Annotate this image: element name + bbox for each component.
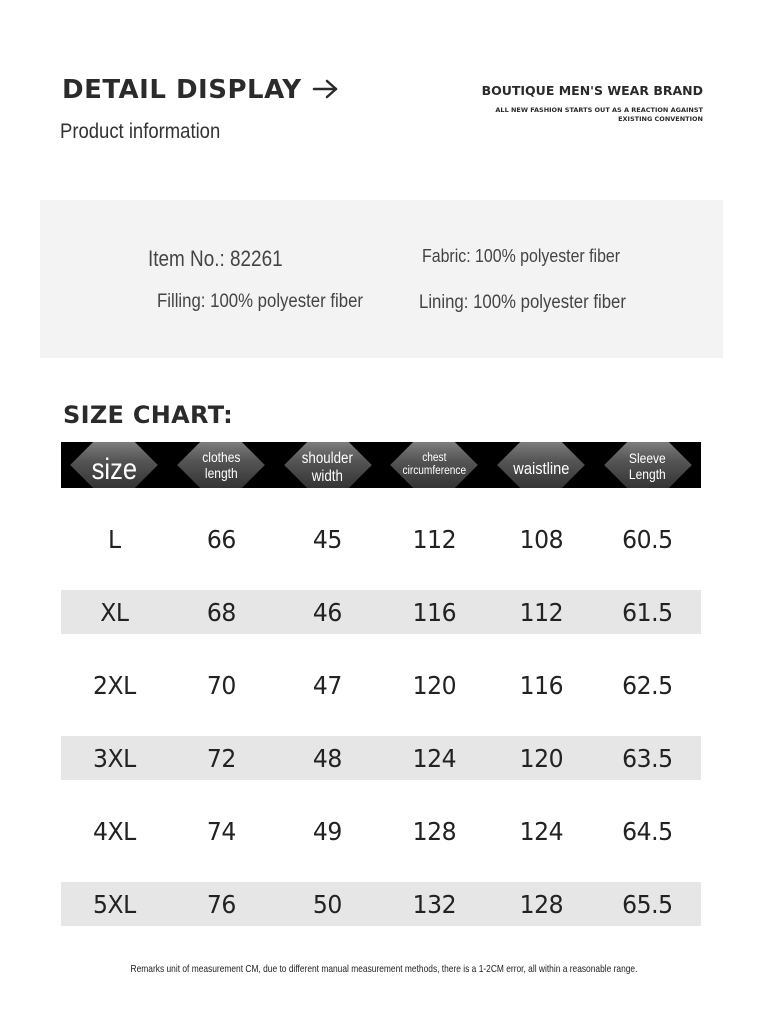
table-cell: 45: [313, 524, 343, 554]
size-chart-title: SIZE CHART:: [63, 401, 233, 429]
table-cell: 120: [412, 670, 457, 700]
table-cell-size: 4XL: [92, 816, 136, 846]
table-cell-size: L: [108, 524, 121, 554]
header-cell-size: [61, 442, 168, 488]
table-cell-size: XL: [100, 597, 129, 627]
table-cell: 108: [519, 524, 563, 554]
page-title: DETAIL DISPLAY: [62, 75, 302, 105]
table-cell: 72: [206, 743, 236, 773]
arrow-right-icon: [312, 78, 340, 100]
lining-info: Lining: 100% polyester fiber: [419, 291, 626, 313]
table-cell: 74: [206, 816, 236, 846]
size-chart-table: [61, 442, 701, 926]
table-cell: 62.5: [622, 670, 673, 700]
page-subtitle: Product information: [60, 120, 221, 143]
table-cell: 128: [519, 889, 563, 919]
brand-tagline: ALL NEW FASHION STARTS OUT AS A REACTION AGAINST EXISTING CONVENTION: [495, 106, 703, 123]
table-cell: 49: [313, 816, 343, 846]
table-row: [61, 517, 701, 561]
remarks-note: Remarks unit of measurement CM, due to different manual measurement methods, there is a 1-2CM error, all within a reasonable range.: [130, 963, 638, 975]
header-cell-clothes-length: [168, 442, 275, 488]
table-cell: 61.5: [622, 597, 673, 627]
table-cell: 124: [412, 743, 457, 773]
table-cell: 112: [519, 597, 563, 627]
header-cell-sleeve-length: [594, 442, 701, 488]
header-cell-shoulder-width: [274, 442, 381, 488]
table-cell: 116: [412, 597, 457, 627]
table-cell: 128: [412, 816, 457, 846]
table-cell: 120: [519, 743, 563, 773]
table-cell: 66: [206, 524, 236, 554]
table-row: [61, 809, 701, 853]
table-cell: 70: [206, 670, 236, 700]
table-cell: 112: [412, 524, 457, 554]
filling-info: Filling: 100% polyester fiber: [157, 290, 364, 312]
table-cell: 50: [313, 889, 343, 919]
table-row: [61, 663, 701, 707]
table-cell: 60.5: [622, 524, 673, 554]
item-number: Item No.: 82261: [148, 246, 283, 271]
header-cell-chest-circumference: [381, 442, 488, 488]
table-cell: 64.5: [622, 816, 673, 846]
table-cell-size: 5XL: [92, 889, 136, 919]
header-label: Sleeve Length: [629, 449, 667, 482]
table-cell: 63.5: [622, 743, 673, 773]
header-cell-waistline: [488, 442, 595, 488]
brand-name: BOUTIQUE MEN'S WEAR BRAND: [481, 83, 703, 98]
table-header: [61, 442, 701, 488]
product-info-panel: [40, 200, 723, 358]
table-cell: 124: [519, 816, 563, 846]
table-cell: 76: [206, 889, 236, 919]
table-cell: 68: [206, 597, 236, 627]
table-cell-size: 3XL: [92, 743, 136, 773]
table-row: [61, 736, 701, 780]
table-cell: 65.5: [622, 889, 673, 919]
table-cell-size: 2XL: [92, 670, 136, 700]
header-label: size: [91, 452, 138, 486]
table-cell: 116: [519, 670, 563, 700]
table-cell: 132: [412, 889, 457, 919]
table-cell: 46: [313, 597, 343, 627]
header-label: shoulder width: [302, 450, 354, 485]
table-row: [61, 590, 701, 634]
fabric-info: Fabric: 100% polyester fiber: [422, 245, 621, 266]
header-label: waistline: [512, 459, 570, 479]
header-label: clothes length: [201, 448, 241, 481]
table-cell: 47: [313, 670, 343, 700]
header-label: chest circumference: [402, 451, 467, 477]
table-row: [61, 882, 701, 926]
table-cell: 48: [313, 743, 343, 773]
